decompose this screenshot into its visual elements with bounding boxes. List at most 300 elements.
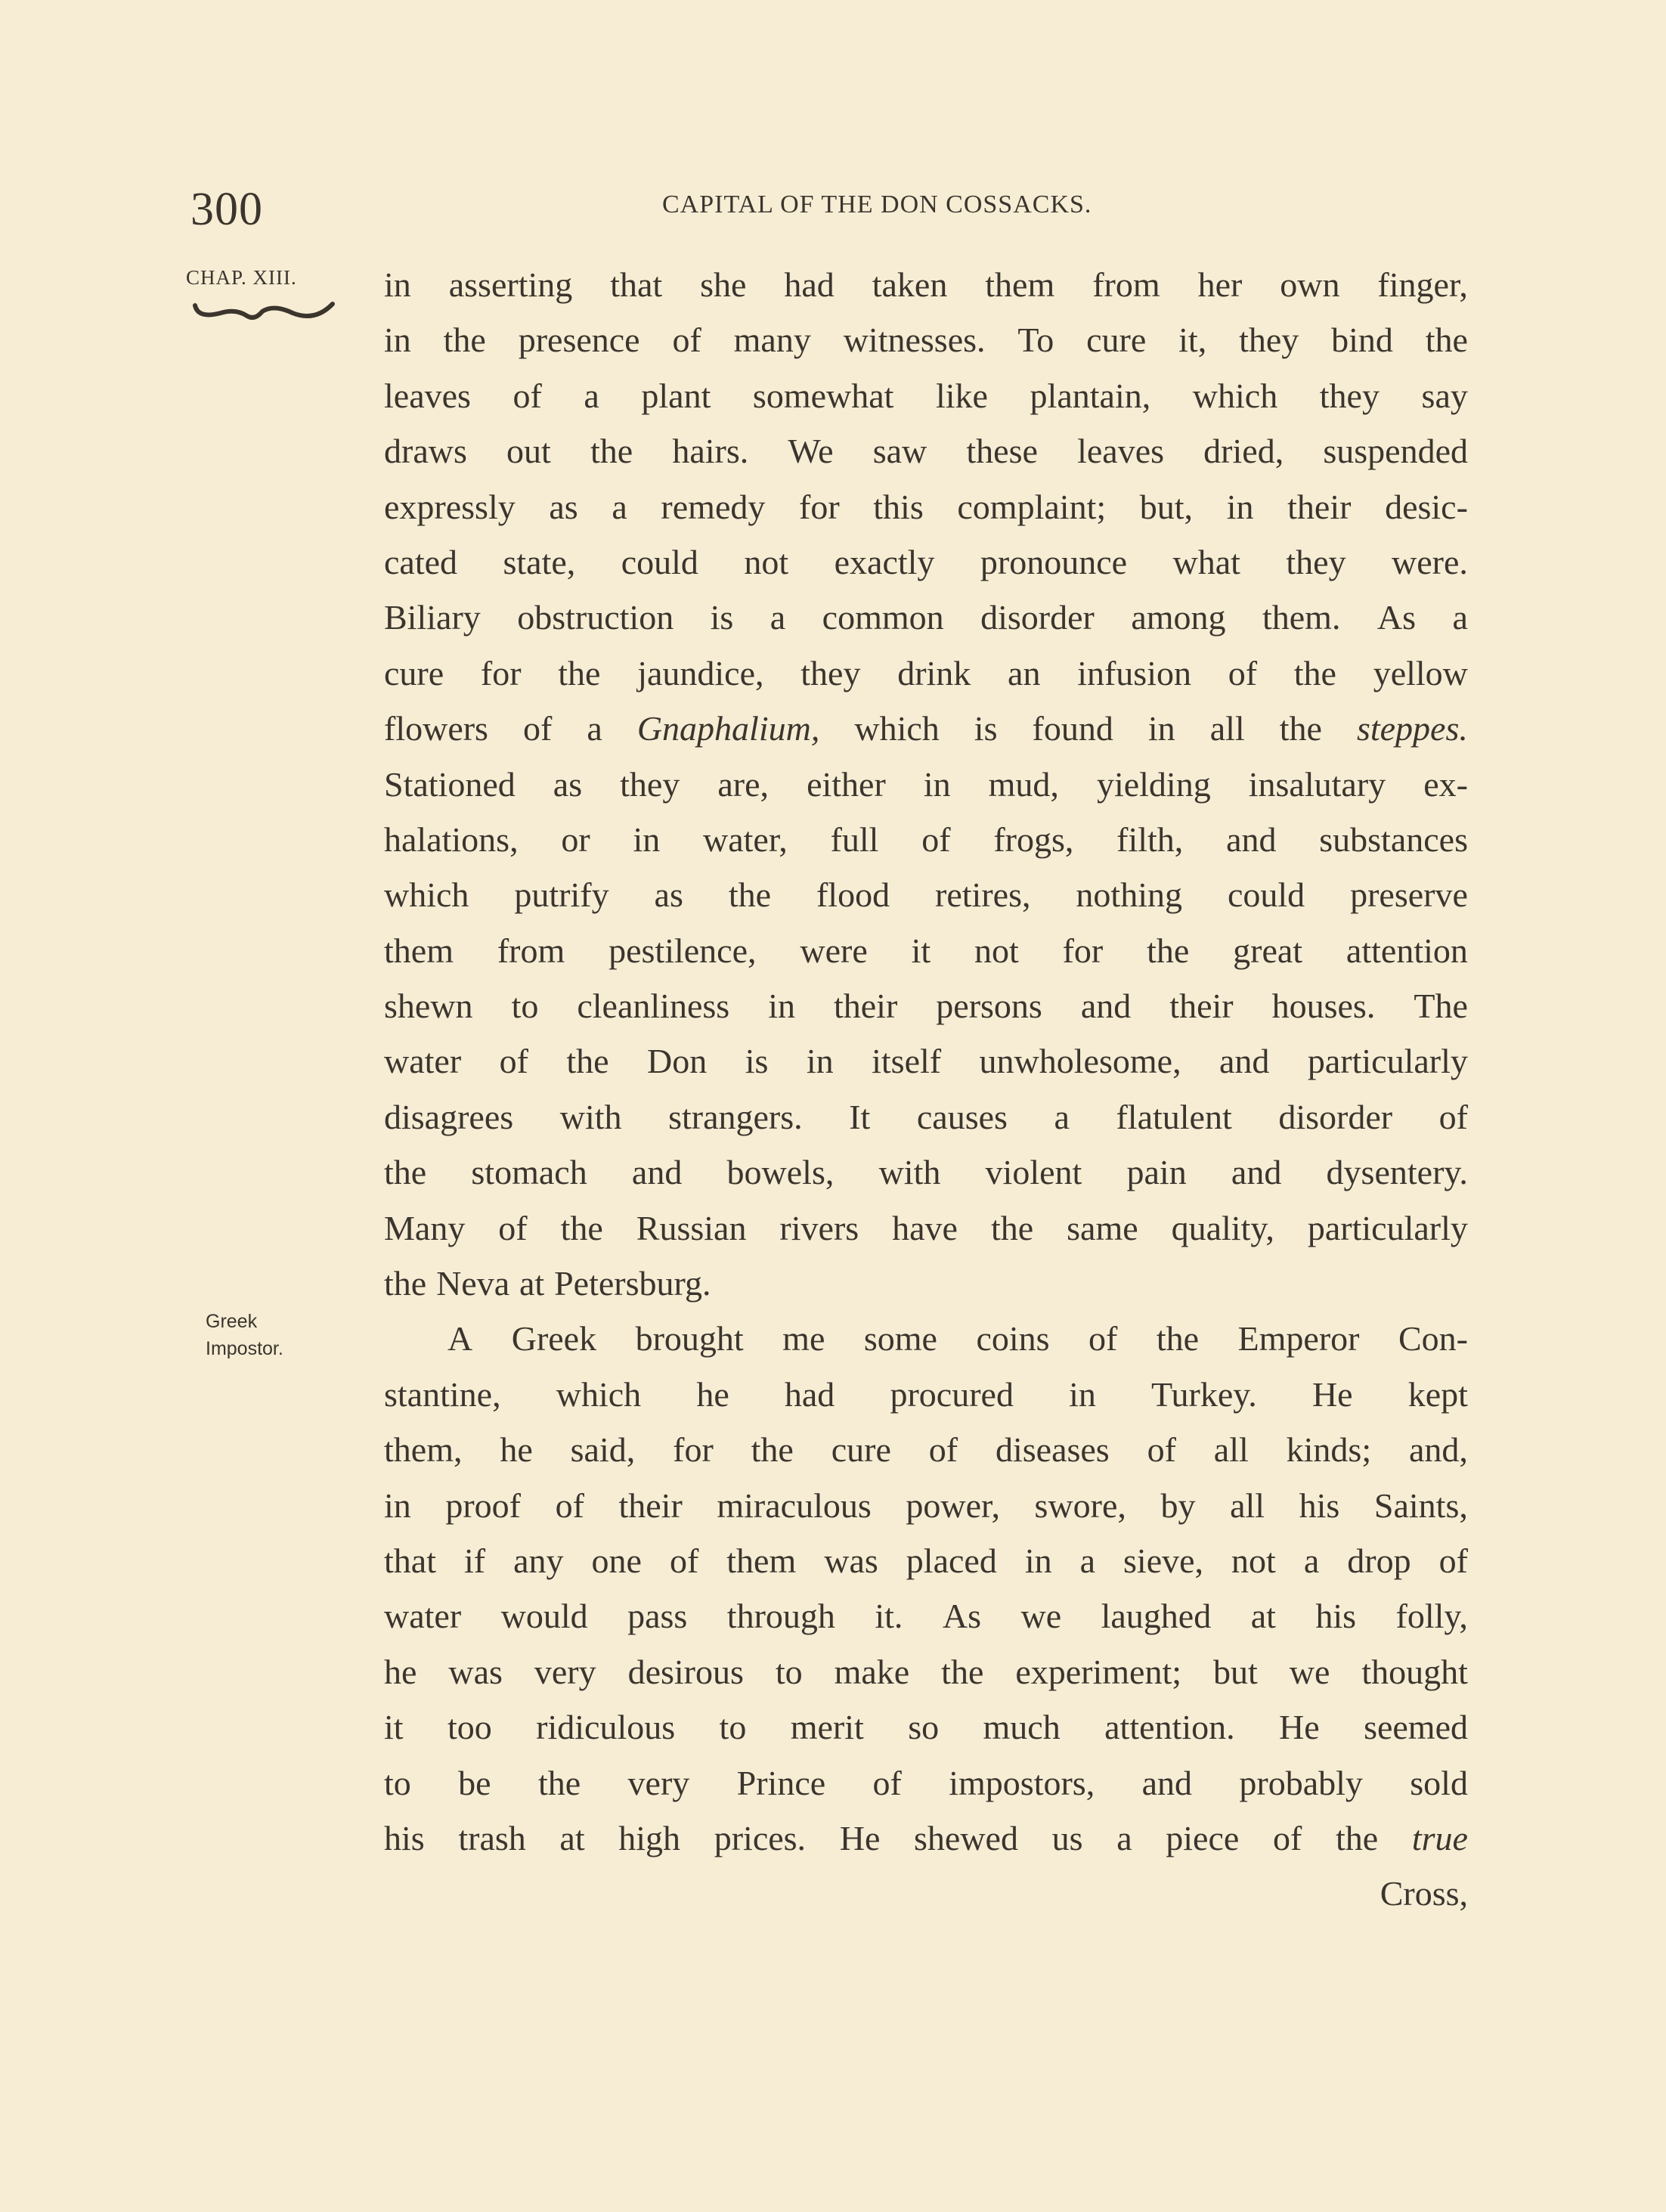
word: high	[618, 1818, 681, 1857]
text-line	[384, 812, 1468, 867]
word: could	[1227, 875, 1305, 915]
word: and	[1141, 1763, 1193, 1802]
word: had	[784, 265, 835, 304]
word: they	[800, 653, 861, 692]
word: remedy	[661, 487, 766, 526]
word: hairs.	[672, 432, 749, 471]
word: the	[1156, 1319, 1200, 1358]
word: plant	[641, 376, 711, 415]
text-line	[384, 590, 1468, 645]
word: us	[1051, 1818, 1083, 1857]
word: which	[854, 709, 940, 748]
word: filth,	[1116, 819, 1184, 859]
word: houses.	[1271, 987, 1376, 1026]
word: The	[1414, 987, 1468, 1026]
word: kinds;	[1286, 1430, 1372, 1470]
word: disorder	[1278, 1097, 1393, 1136]
word: piece	[1166, 1818, 1240, 1857]
word: in	[384, 265, 411, 304]
word: any	[513, 1541, 564, 1580]
word: were.	[1392, 542, 1468, 581]
word: of	[512, 376, 542, 415]
word: complaint;	[957, 487, 1107, 526]
word: To	[1017, 321, 1054, 360]
word: or	[561, 819, 590, 859]
word: it	[911, 931, 931, 970]
word: and	[1231, 1153, 1282, 1192]
word: a	[587, 709, 602, 748]
word: the	[1279, 709, 1322, 748]
word: in	[923, 764, 951, 804]
word: in	[1226, 487, 1254, 526]
word: procured	[890, 1374, 1014, 1414]
word: not	[744, 542, 789, 581]
text-line	[384, 1588, 1468, 1644]
word: but	[1212, 1652, 1258, 1691]
word: halations,	[384, 819, 519, 859]
word: a	[612, 487, 627, 526]
word: have	[892, 1208, 958, 1247]
word: impostors,	[949, 1763, 1095, 1802]
word: unwholesome,	[979, 1042, 1181, 1081]
text-line	[384, 1145, 1468, 1200]
word: it	[384, 1708, 404, 1747]
word: sieve,	[1123, 1541, 1204, 1580]
word: and	[1080, 987, 1132, 1026]
word: the	[941, 1652, 984, 1691]
running-head: CAPITAL OF THE DON COSSACKS.	[662, 191, 1092, 218]
word: by	[1160, 1486, 1196, 1525]
chapter-label: CHAP. XIII.	[186, 266, 297, 289]
word: either	[807, 764, 886, 804]
word: of	[1438, 1097, 1468, 1136]
word: of	[555, 1486, 584, 1525]
word: disorder	[980, 598, 1095, 637]
word: not	[974, 931, 1019, 970]
word: a	[584, 376, 599, 415]
text-line	[384, 1699, 1468, 1755]
word: trash	[458, 1818, 526, 1857]
word: and	[631, 1153, 683, 1192]
text-line	[384, 1533, 1468, 1588]
word: in	[1147, 709, 1175, 748]
word: we	[1020, 1597, 1062, 1636]
word: in	[384, 1486, 411, 1525]
word: found	[1032, 709, 1113, 748]
word: their	[618, 1486, 683, 1525]
word: it.	[875, 1597, 903, 1636]
word: the	[1335, 1818, 1379, 1857]
word: thought	[1361, 1652, 1468, 1691]
word: cure	[1086, 321, 1147, 360]
word: Turkey.	[1151, 1374, 1257, 1414]
text-line	[384, 1866, 1468, 1921]
word: Biliary	[384, 598, 481, 637]
word: which	[384, 875, 469, 915]
word: were	[800, 931, 868, 970]
word: water	[384, 1597, 462, 1636]
word: are,	[717, 764, 770, 804]
word: coins	[976, 1319, 1050, 1358]
word: pronounce	[980, 542, 1128, 581]
word: an	[1008, 653, 1041, 692]
text-line	[384, 1311, 1468, 1366]
word: itself	[872, 1042, 942, 1081]
word: he	[500, 1430, 533, 1470]
word: their	[833, 987, 898, 1026]
word: a	[1079, 1541, 1096, 1580]
word: very	[534, 1652, 596, 1691]
word: Cross,	[1380, 1874, 1468, 1913]
word: with	[878, 1153, 941, 1192]
word: folly,	[1395, 1597, 1468, 1636]
word: drink	[897, 653, 971, 692]
word: his	[1315, 1597, 1357, 1636]
word: they	[1239, 321, 1299, 360]
word: in	[1069, 1374, 1096, 1414]
word: me	[782, 1319, 825, 1358]
word: seemed	[1364, 1708, 1468, 1747]
word: putrify	[514, 875, 609, 915]
word: of	[1228, 653, 1258, 692]
word: pain	[1126, 1153, 1187, 1192]
word: plantain,	[1030, 376, 1151, 415]
word: not	[1231, 1541, 1276, 1580]
word: bowels,	[726, 1153, 835, 1192]
word: mud,	[988, 764, 1059, 804]
word: as	[549, 487, 578, 526]
word: in	[768, 987, 795, 1026]
word: state,	[503, 542, 576, 581]
word: kept	[1407, 1374, 1468, 1414]
word: the	[1293, 653, 1336, 692]
word: full	[830, 819, 879, 859]
word: his	[1299, 1486, 1340, 1525]
word: pestilence,	[608, 931, 757, 970]
word: water,	[702, 819, 788, 859]
word: but,	[1139, 487, 1194, 526]
word: in	[384, 321, 411, 360]
word: of	[498, 1208, 528, 1247]
word: them	[726, 1541, 797, 1580]
word: was	[824, 1541, 878, 1580]
word: Russian	[636, 1208, 747, 1247]
word: shewn	[384, 987, 473, 1026]
word: frogs,	[993, 819, 1074, 859]
word: them.	[1262, 598, 1341, 637]
word: to	[719, 1708, 747, 1747]
sidenote-line: Impostor.	[206, 1338, 283, 1359]
page-number: 300	[190, 184, 263, 235]
word: power,	[906, 1486, 1000, 1525]
text-line	[384, 757, 1468, 812]
word: own	[1280, 265, 1340, 304]
word: in	[806, 1042, 834, 1081]
word: as	[654, 875, 683, 915]
word: draws	[384, 432, 467, 471]
word: flowers	[384, 709, 488, 748]
word: Greek	[511, 1319, 597, 1358]
word: somewhat	[752, 376, 894, 415]
word: to	[775, 1652, 803, 1691]
word: is	[974, 709, 998, 748]
word: merit	[790, 1708, 864, 1747]
word: them,	[384, 1430, 463, 1470]
word: substances	[1319, 819, 1468, 859]
word: Don	[647, 1042, 708, 1081]
word: attention.	[1104, 1708, 1235, 1747]
word: the	[590, 432, 633, 471]
word: placed	[906, 1541, 997, 1580]
word: suspended	[1323, 432, 1468, 471]
word: all	[1213, 1430, 1249, 1470]
word: it,	[1178, 321, 1207, 360]
word: jaundice,	[637, 653, 764, 692]
word: the	[990, 1208, 1034, 1247]
text-line	[384, 423, 1468, 479]
word: said,	[570, 1430, 636, 1470]
word: flatulent	[1116, 1097, 1232, 1136]
text-line	[384, 1644, 1468, 1699]
word: from	[497, 931, 565, 970]
word: them	[384, 931, 454, 970]
word: presence	[518, 321, 640, 360]
word: so	[908, 1708, 940, 1747]
text-line	[384, 1200, 1468, 1256]
word: they	[1319, 376, 1380, 415]
text-line	[384, 1089, 1468, 1145]
word: the	[560, 1208, 603, 1247]
word: obstruction	[517, 598, 674, 637]
word: miraculous	[717, 1486, 872, 1525]
word: which	[556, 1374, 642, 1414]
word: leaves	[384, 376, 471, 415]
word: witnesses.	[843, 321, 986, 360]
word: from	[1092, 265, 1160, 304]
word: among	[1131, 598, 1226, 637]
word: that	[610, 265, 663, 304]
word: say	[1421, 376, 1468, 415]
word: the	[443, 321, 486, 360]
word: infusion	[1077, 653, 1191, 692]
word: one	[591, 1541, 642, 1580]
word: of	[928, 1430, 958, 1470]
text-line	[384, 1811, 1468, 1866]
word: saw	[872, 432, 927, 471]
word: probably	[1239, 1763, 1363, 1802]
word: diseases	[995, 1430, 1110, 1470]
word: their	[1169, 987, 1234, 1026]
text-line	[384, 1256, 1468, 1311]
word: swore,	[1034, 1486, 1126, 1525]
word: is	[745, 1042, 769, 1081]
word: her	[1197, 265, 1243, 304]
word: experiment;	[1015, 1652, 1182, 1691]
word: disagrees	[384, 1097, 514, 1136]
text-line	[384, 312, 1468, 367]
word: at	[519, 1264, 545, 1303]
word: Con-	[1398, 1319, 1468, 1358]
italic-word: true	[1411, 1818, 1468, 1857]
word: of	[1272, 1818, 1302, 1857]
word: them	[985, 265, 1055, 304]
text-line	[384, 1755, 1468, 1811]
word: strangers.	[668, 1097, 803, 1136]
word: a	[1054, 1097, 1070, 1136]
word: flood	[816, 875, 890, 915]
word: for	[1062, 931, 1104, 970]
word: the	[1147, 931, 1190, 970]
word: the	[384, 1153, 427, 1192]
word: expressly	[384, 487, 516, 526]
italic-word: steppes.	[1356, 709, 1468, 748]
word: yielding	[1096, 764, 1211, 804]
word: cated	[384, 542, 458, 581]
word: like	[936, 376, 988, 415]
text-line	[384, 1478, 1468, 1533]
word: Many	[384, 1208, 466, 1247]
word: the	[1425, 321, 1468, 360]
word: was	[448, 1652, 503, 1691]
word: pass	[627, 1597, 688, 1636]
word: if	[463, 1541, 486, 1580]
word: much	[983, 1708, 1061, 1747]
word: this	[873, 487, 924, 526]
word: stomach	[471, 1153, 587, 1192]
word: cleanliness	[577, 987, 730, 1026]
text-line	[384, 978, 1468, 1033]
word: the	[537, 1763, 581, 1802]
word: dried,	[1203, 432, 1284, 471]
word: nothing	[1076, 875, 1182, 915]
word: leaves	[1077, 432, 1165, 471]
word: what	[1172, 542, 1240, 581]
word: the	[558, 653, 601, 692]
word: be	[458, 1763, 491, 1802]
italic-word: Gnaphalium,	[636, 709, 820, 748]
word: taken	[872, 265, 948, 304]
word: cure	[384, 653, 444, 692]
word: attention	[1345, 931, 1468, 970]
word: causes	[916, 1097, 1008, 1136]
word: asserting	[448, 265, 573, 304]
word: Stationed	[384, 764, 516, 804]
word: at	[559, 1818, 585, 1857]
word: of	[921, 819, 951, 859]
word: and	[1219, 1042, 1270, 1081]
word: with	[559, 1097, 622, 1136]
word: all	[1230, 1486, 1265, 1525]
word: a	[1303, 1541, 1320, 1580]
word: and	[1226, 819, 1277, 859]
text-line	[384, 368, 1468, 423]
word: too	[447, 1708, 492, 1747]
word: which	[1192, 376, 1278, 415]
word: would	[500, 1597, 588, 1636]
word: the	[728, 875, 772, 915]
word: prices.	[714, 1818, 807, 1857]
word: retires,	[935, 875, 1031, 915]
word: they	[620, 764, 680, 804]
word: finger,	[1377, 265, 1468, 304]
word: some	[863, 1319, 937, 1358]
word: exactly	[834, 542, 935, 581]
word: in	[1024, 1541, 1052, 1580]
text-line	[384, 1033, 1468, 1089]
word: dysentery.	[1326, 1153, 1468, 1192]
word: particularly	[1307, 1208, 1468, 1247]
word: could	[621, 542, 698, 581]
word: as	[553, 764, 583, 804]
word: ex-	[1423, 764, 1468, 804]
word: he	[696, 1374, 729, 1414]
text-line	[384, 923, 1468, 978]
word: proof	[445, 1486, 521, 1525]
word: stantine,	[384, 1374, 501, 1414]
word: As	[1376, 598, 1417, 637]
word: As	[942, 1597, 982, 1636]
sidenote	[206, 1308, 283, 1362]
word: very	[627, 1763, 690, 1802]
word: shewed	[914, 1818, 1018, 1857]
word: the	[751, 1430, 794, 1470]
word: rivers	[779, 1208, 859, 1247]
word: that	[384, 1541, 436, 1580]
word: desic-	[1385, 487, 1468, 526]
body-text	[384, 257, 1468, 1922]
word: A	[447, 1319, 473, 1358]
word: to	[511, 987, 539, 1026]
word: ridiculous	[536, 1708, 676, 1747]
word: desirous	[627, 1652, 744, 1691]
word: to	[384, 1763, 411, 1802]
text-line	[384, 1367, 1468, 1422]
word: she	[700, 265, 747, 304]
text-line	[384, 701, 1468, 756]
sidenote-line: Greek	[206, 1311, 258, 1332]
word: violent	[985, 1153, 1082, 1192]
word: Neva	[436, 1264, 510, 1303]
text-line	[384, 1422, 1468, 1477]
word: and,	[1409, 1430, 1468, 1470]
word: It	[849, 1097, 871, 1136]
word: the	[566, 1042, 609, 1081]
word: sold	[1410, 1763, 1468, 1802]
word: common	[822, 598, 944, 637]
word: is	[710, 598, 734, 637]
word: He	[1311, 1374, 1353, 1414]
word: in	[633, 819, 661, 859]
word: they	[1286, 542, 1346, 581]
word: same	[1067, 1208, 1138, 1247]
word: brought	[635, 1319, 744, 1358]
text-line	[384, 257, 1468, 312]
word: for	[480, 653, 522, 692]
word: we	[1289, 1652, 1330, 1691]
word: make	[834, 1652, 910, 1691]
text-line	[384, 479, 1468, 534]
text-line	[384, 646, 1468, 701]
word: a	[1116, 1818, 1132, 1857]
word: laughed	[1101, 1597, 1212, 1636]
word: of	[1147, 1430, 1176, 1470]
word: water	[384, 1042, 462, 1081]
word: He	[839, 1818, 881, 1857]
word: particularly	[1307, 1042, 1468, 1081]
word: quality,	[1171, 1208, 1274, 1247]
word: a	[770, 598, 786, 637]
word: Saints,	[1373, 1486, 1468, 1525]
